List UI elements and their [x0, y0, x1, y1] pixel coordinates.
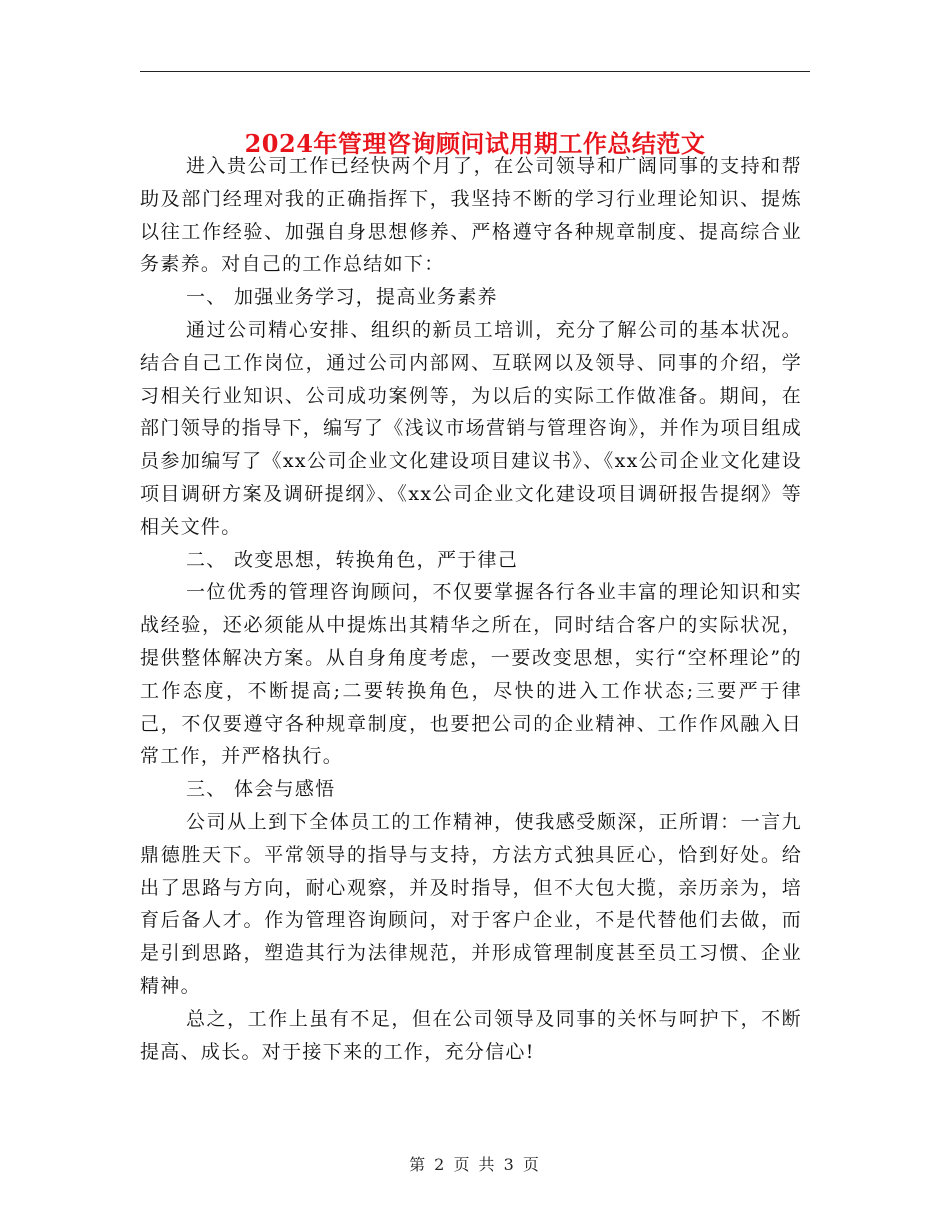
section-heading-2: 二、 改变思想，转换角色，严于律己 [186, 548, 519, 571]
document-body [140, 150, 802, 1068]
conclusion-paragraph: 总之，工作上虽有不足，但在公司领导及同事的关怀与呵护下，不断提高、成长。对于接下来的工作，充分信心! [140, 1007, 802, 1063]
page-number-footer: 第 2 页 共 3 页 [409, 1155, 541, 1174]
header-rule [140, 71, 810, 72]
section-heading-3: 三、 体会与感悟 [186, 778, 336, 801]
document-title: 2024年管理咨询顾问试用期工作总结范文 [244, 129, 706, 159]
section-heading-1: 一、 加强业务学习，提高业务素养 [186, 286, 498, 309]
section-3-paragraph: 公司从上到下全体员工的工作精神，使我感受颇深，正所谓：一言九鼎德胜天下。平常领导的指导与支持，方法方式独具匠心，恰到好处。给出了思路与方向，耐心观察，并及时指导，但不大包大揽，亲历亲为，培育后备人才。作为管理咨询顾问，对于客户企业，不是代替他们去做，而是引到思路，塑造其行为法律规范，并形成管理制度甚至员工习惯、企业精神。 [140, 810, 802, 997]
intro-paragraph: 进入贵公司工作已经快两个月了，在公司领导和广阔同事的支持和帮助及部门经理对我的正确指挥下，我坚持不断的学习行业理论知识、提炼以往工作经验、加强自身思想修养、严格遵守各种规章制度、提高综合业务素养。对自己的工作总结如下： [140, 155, 802, 276]
section-1-paragraph: 通过公司精心安排、组织的新员工培训，充分了解公司的基本状况。结合自己工作岗位，通过公司内部网、互联网以及领导、同事的介绍，学习相关行业知识、公司成功案例等，为以后的实际工作做准备。期间，在部门领导的指导下，编写了《浅议市场营销与管理咨询》，并作为项目组成员参加编写了《xx公司企业文化建设项目建议书》、《xx公司企业文化建设项目调研方案及调研提纲》、《xx公司企业文化建设项目调研报告提纲》等相关文件。 [140, 318, 802, 538]
section-2-paragraph: 一位优秀的管理咨询顾问，不仅要掌握各行各业丰富的理论知识和实战经验，还必须能从中提炼出其精华之所在，同时结合客户的实际状况，提供整体解决方案。从自身角度考虑，一要改变思想，实行“空杯理论”的工作态度，不断提高;二要转换角色，尽快的进入工作状态;三要严于律己，不仅要遵守各种规章制度，也要把公司的企业精神、工作作风融入日常工作，并严格执行。 [140, 581, 802, 768]
